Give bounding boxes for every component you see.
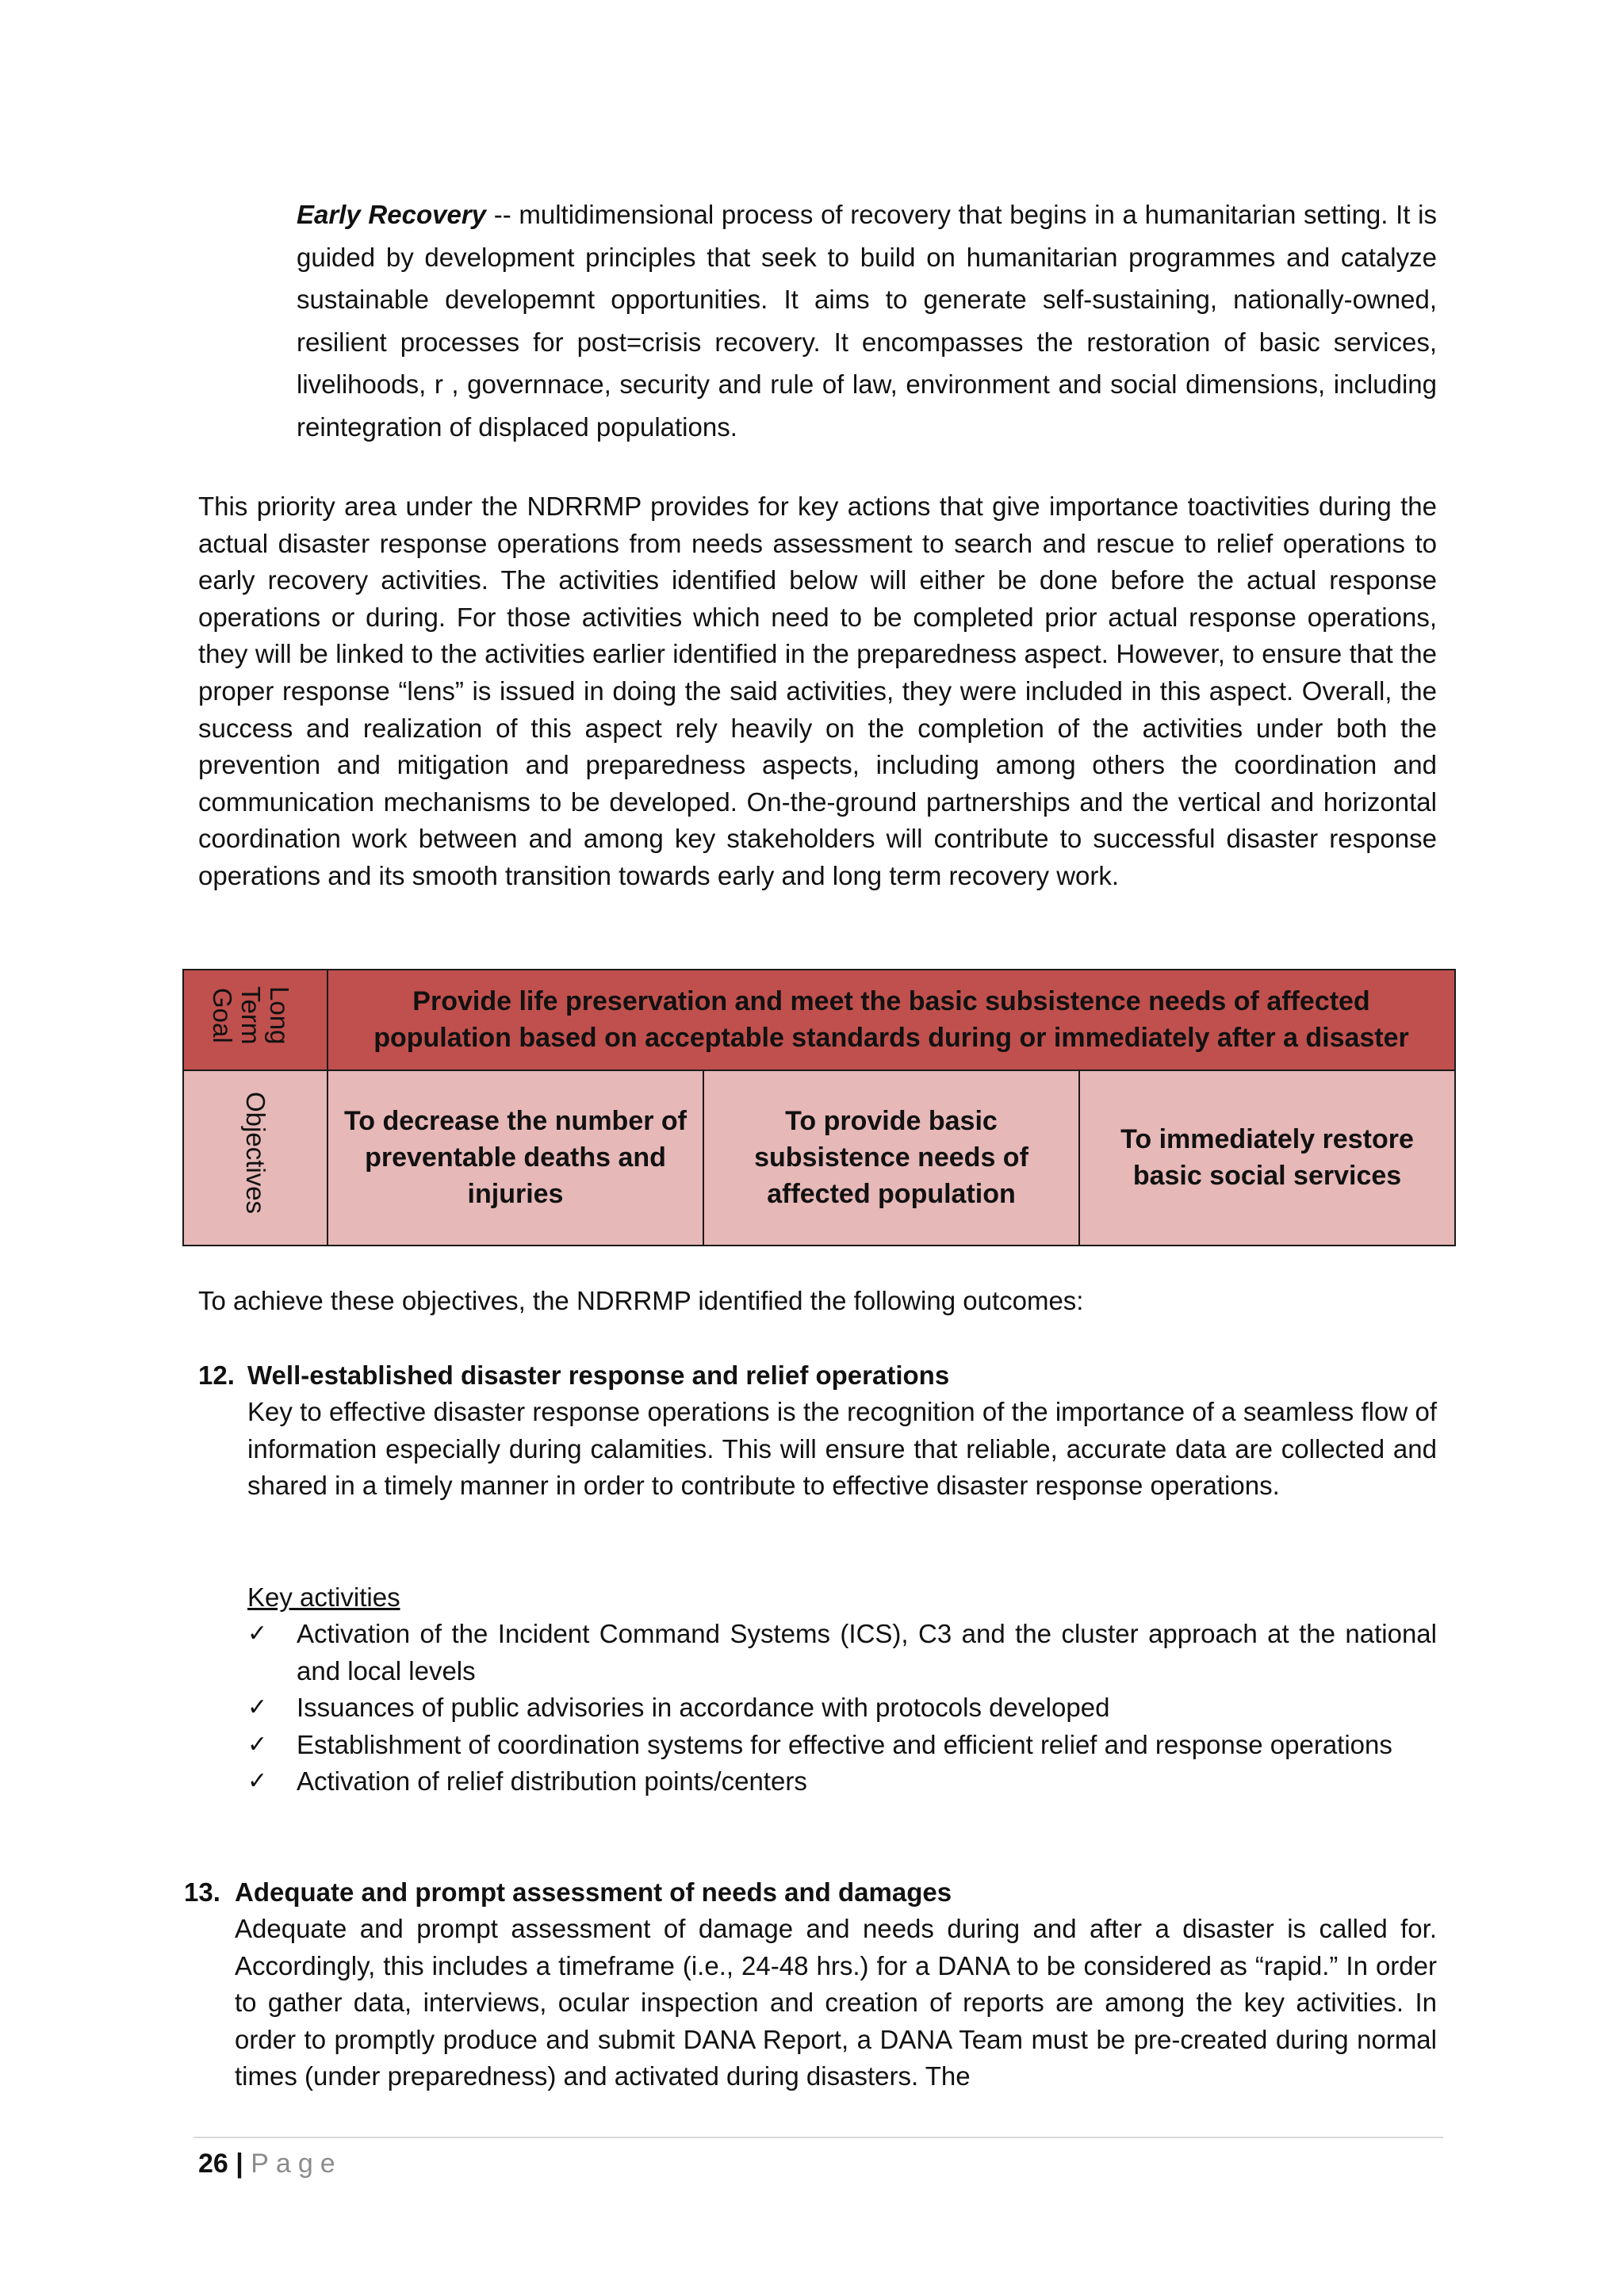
- activity-text: Activation of the Incident Command Systems (ICS), C3 and the cluster approach at the national and local levels: [297, 1619, 1437, 1686]
- early-recovery-definition: [297, 193, 1437, 449]
- page-number: 26: [198, 2149, 228, 2179]
- list-item: [247, 1689, 1437, 1727]
- early-recovery-term: Early Recovery: [297, 200, 487, 229]
- checkmark-icon: ✓: [247, 1693, 268, 1722]
- goal-text-cell: [327, 970, 1455, 1070]
- early-recovery-text: -- multidimensional process of recovery that begins in a humanitarian setting. It is guided by development principles that seek to build on humanitarian programmes and catalyze sustainable developemnt opportunities. It aims to generate self-sustaining, nationally-owned, resilient processes for post=crisis recovery. It encompasses the restoration of basic services, livelihoods, r , governnace, security and rule of law, environment and social dimensions, including reintegration of displaced populations.: [297, 200, 1437, 442]
- objective-text: To decrease the number of preventable deaths and injuries: [343, 1106, 688, 1210]
- goal-row: [183, 970, 1455, 1070]
- outcome-13-body: Adequate and prompt assessment of damage and needs during and after a disaster is called for. Accordingly, this includes a timeframe (i.e., 24-48 hrs.) for a DANA to be considered as “rapid.” In order to gather data, interviews, ocular inspection and creation of reports are among the key activities. In order to promptly produce and submit DANA Report, a DANA Team must be pre-created during normal times (under preparedness) and activated during disasters. The: [235, 1914, 1437, 2091]
- activity-text: Issuances of public advisories in accordance with protocols developed: [297, 1693, 1110, 1723]
- objective-cell: [1079, 1070, 1455, 1246]
- objectives-label: Objectives: [241, 1092, 270, 1215]
- outcomes-intro: To achieve these objectives, the NDRRMP identified the following outcomes:: [198, 1286, 1084, 1315]
- goal-label-cell: [183, 970, 327, 1070]
- checkmark-icon: ✓: [247, 1730, 268, 1758]
- page-footer: [198, 2145, 343, 2182]
- priority-paragraph: This priority area under the NDRRMP provides for key actions that give importance toactivities during the actual disaster response operations from needs assessment to search and rescue to relief operations to early recovery activities. The activities identified below will either be done before the actual response operations or during. For those activities which need to be completed prior actual response operations, they will be linked to the activities earlier identified in the preparedness aspect. However, to ensure that the proper response “lens” is issued in doing the said activities, they were included in this aspect. Overall, the success and realization of this aspect rely heavily on the completion of the activities under both the prevention and mitigation and preparedness aspects, including among others the coordination and communication mechanisms to be developed. On-the-ground partnerships and the vertical and horizontal coordination work between and among key stakeholders will contribute to successful disaster response operations and its smooth transition towards early and long term recovery work.: [198, 492, 1437, 890]
- footer-divider: [193, 2137, 1443, 2138]
- objective-text: To provide basic subsistence needs of affected population: [754, 1106, 1028, 1210]
- activity-text: Establishment of coordination systems for effective and efficient relief and response operations: [297, 1729, 1392, 1759]
- list-item: [247, 1763, 1437, 1800]
- objectives-row: [183, 1070, 1455, 1246]
- goal-text: Provide life preservation and meet the basic subsistence needs of affected population based on acceptable standards during or immediately after a disaster: [373, 986, 1409, 1054]
- page-word: Page: [251, 2149, 343, 2179]
- outcome-12-heading: [198, 1357, 1437, 1395]
- objective-cell: [327, 1070, 703, 1246]
- objective-cell: [703, 1070, 1079, 1246]
- goal-label: Long Term Goal: [208, 985, 294, 1045]
- outcome-12-body: Key to effective disaster response operations is the recognition of the importance of a seamless flow of information especially during calamities. This will ensure that reliable, accurate data are collected and shared in a timely manner in order to contribute to effective disaster response operations.: [247, 1397, 1437, 1501]
- key-activities-label: Key activities: [247, 1582, 400, 1612]
- list-item: [247, 1616, 1437, 1689]
- outcome-13-number: 13.: [184, 1877, 220, 1907]
- checkmark-icon: ✓: [247, 1620, 268, 1647]
- key-activities-list: [247, 1616, 1437, 1800]
- goal-objectives-table: [182, 969, 1456, 1246]
- objectives-label-cell: [183, 1070, 327, 1246]
- list-item: [247, 1727, 1437, 1764]
- outcome-13-heading: [184, 1874, 1437, 1911]
- footer-separator: |: [236, 2149, 243, 2179]
- checkmark-icon: ✓: [247, 1767, 268, 1796]
- outcome-12-title: Well-established disaster response and relief operations: [247, 1360, 950, 1390]
- objective-text: To immediately restore basic social services: [1120, 1124, 1414, 1192]
- activity-text: Activation of relief distribution points/centers: [297, 1766, 807, 1797]
- outcome-13-title: Adequate and prompt assessment of needs and damages: [235, 1877, 952, 1907]
- outcome-12-number: 12.: [198, 1360, 235, 1390]
